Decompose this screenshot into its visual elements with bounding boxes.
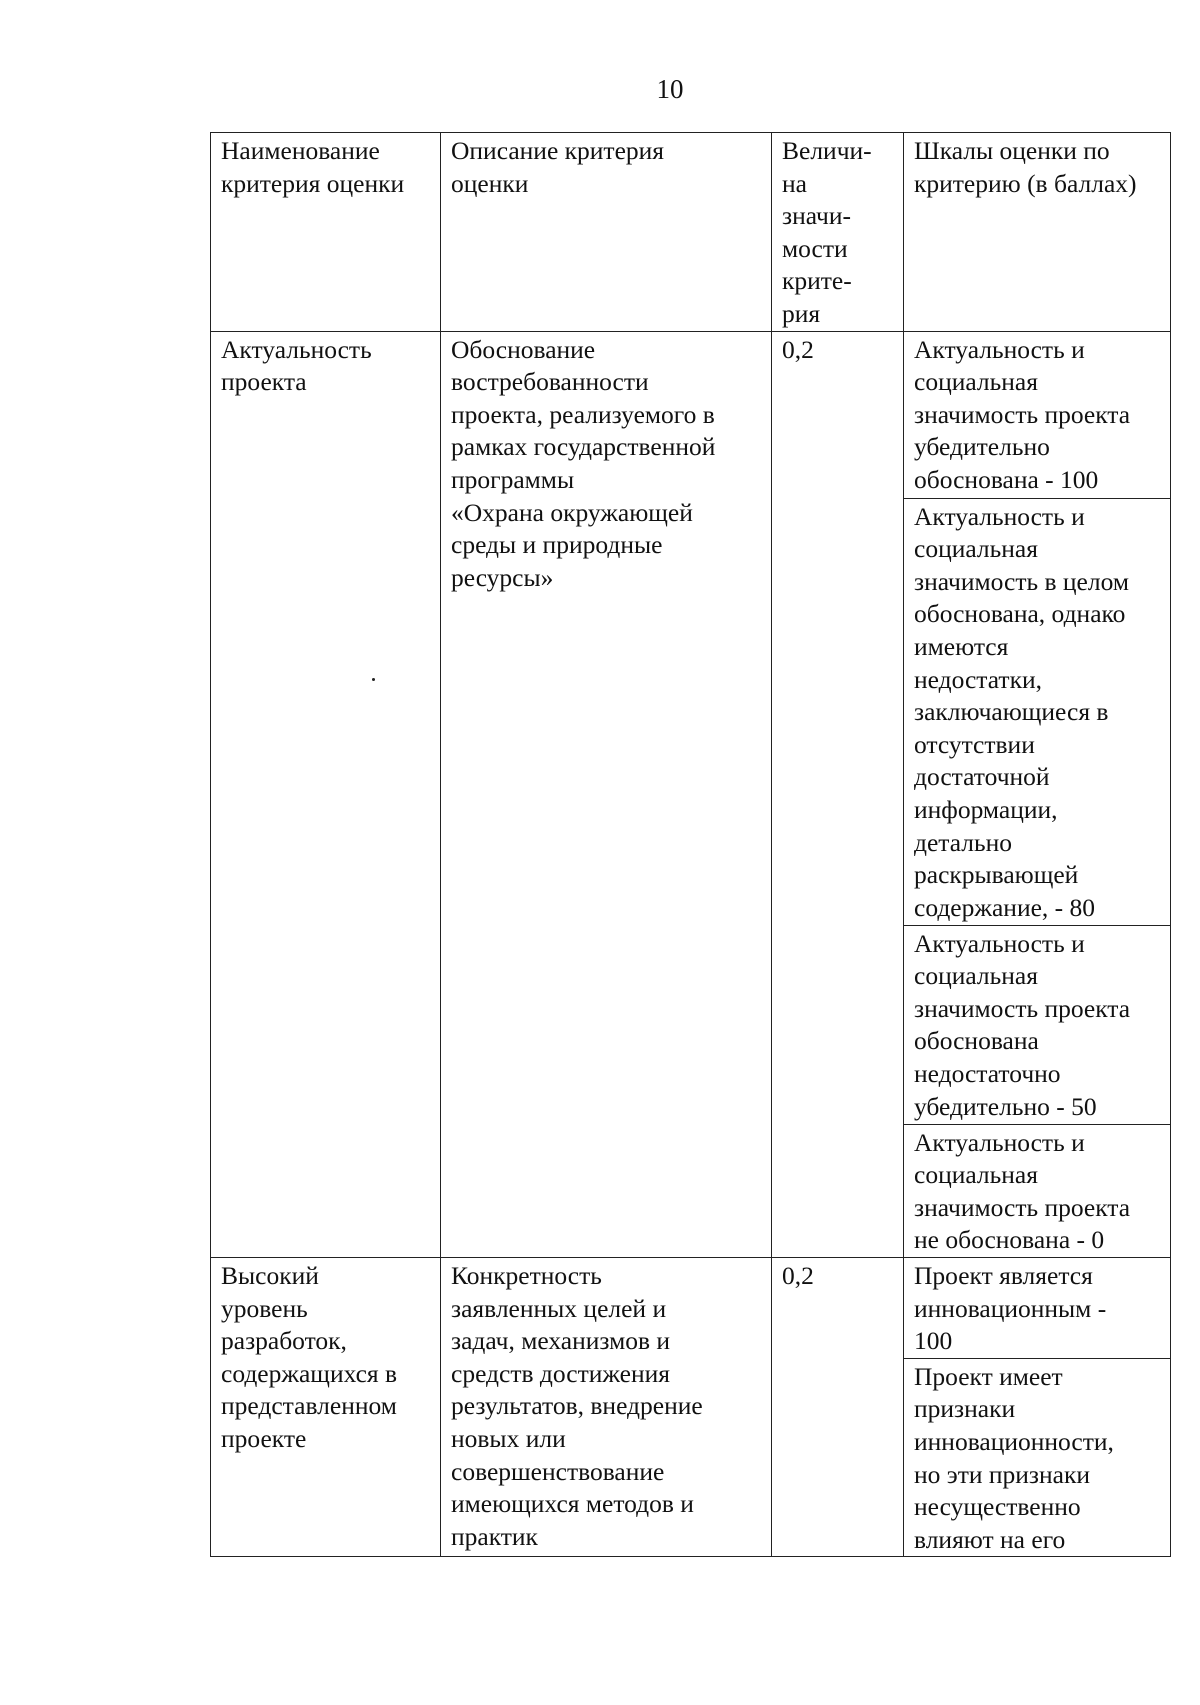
criterion-weight: 0,2 — [772, 1257, 904, 1556]
scale-option: Актуальность и социальная значимость в целом обоснована, однако имеются недостатки, заключающиеся в отсутствии достаточной информации, детально раскрывающей содержание, - 80 — [904, 498, 1171, 925]
criterion-name: Высокий уровень разработок, содержащихся в представленном проекте — [211, 1257, 441, 1556]
header-evaluation-scale: Шкалы оценки по критерию (в баллах) — [904, 133, 1171, 332]
table-row — [211, 331, 1171, 498]
page-number: 10 — [656, 74, 684, 104]
criterion-description: Обоснование востребованности проекта, реализуемого в рамках государственной программы «Охрана окружающей среды и природные ресурсы» — [441, 331, 772, 1257]
criterion-name: Актуальность проекта — [211, 331, 441, 1257]
scale-option: Проект является инновационным - 100 — [904, 1257, 1171, 1358]
scale-option: Актуальность и социальная значимость проекта не обоснована - 0 — [904, 1124, 1171, 1257]
scale-option: Актуальность и социальная значимость проекта убедительно обоснована - 100 — [904, 331, 1171, 498]
header-criterion-weight: Величи- на значи- мости крите- рия — [772, 133, 904, 332]
scale-option: Актуальность и социальная значимость проекта обоснована недостаточно убедительно - 50 — [904, 925, 1171, 1124]
criterion-description: Конкретность заявленных целей и задач, механизмов и средств достижения результатов, внедрение новых или совершенствование имеющихся методов и практик — [441, 1257, 772, 1556]
criterion-weight: 0,2 — [772, 331, 904, 1257]
table-row — [211, 1257, 1171, 1358]
header-criterion-name: Наименование критерия оценки — [211, 133, 441, 332]
evaluation-criteria-table — [210, 132, 1171, 1557]
header-criterion-description: Описание критерия оценки — [441, 133, 772, 332]
table-header-row — [211, 133, 1171, 332]
scale-option: Проект имеет признаки инновационности, но эти признаки несущественно влияют на его — [904, 1358, 1171, 1557]
scan-speck — [372, 678, 375, 681]
